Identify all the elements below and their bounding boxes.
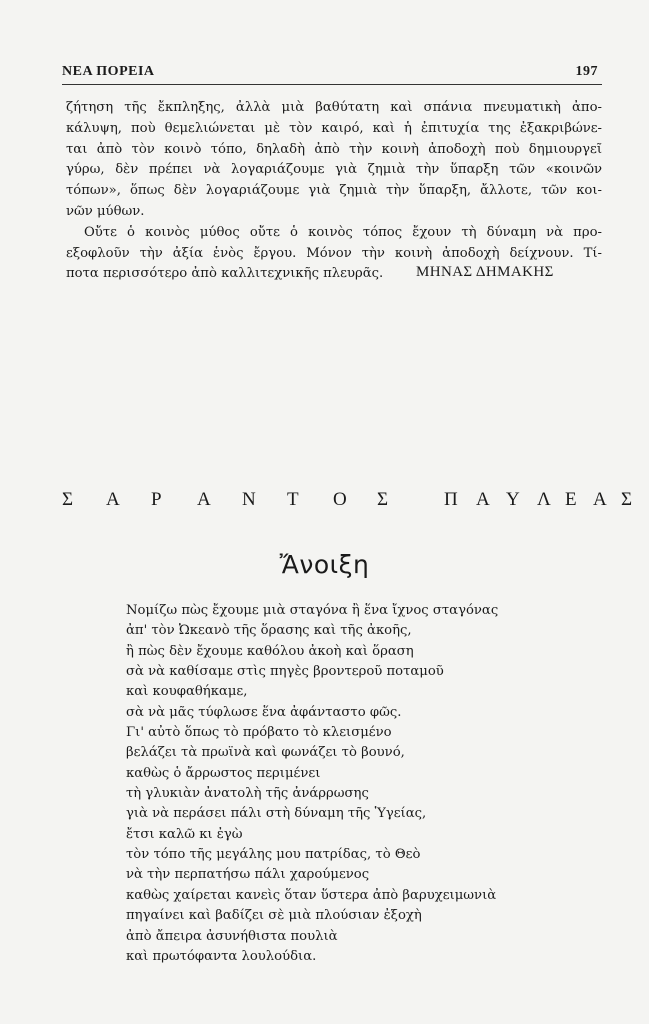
page-number: 197: [575, 64, 598, 79]
essay-line: Οὔτε ὁ κοινὸς μύθος οὔτε ὁ κοινὸς τόπος ἔχουν τὴ δύναμη νὰ προ-: [84, 224, 602, 240]
author-letter: Ο: [333, 489, 347, 510]
poem-line: τὴ γλυκιὰν ἀνατολὴ τῆς ἀνάρρωσης: [126, 786, 369, 802]
poem-line: Γι' αὐτὸ ὅπως τὸ πρόβατο τὸ κλεισμένο: [126, 725, 392, 741]
essay-line: νῶν μύθων.: [66, 203, 145, 219]
poem-author: [62, 489, 633, 513]
essay-signature: ΜΗΝΑΣ ΔΗΜΑΚΗΣ: [416, 264, 554, 280]
poem-line: ἀπὸ ἄπειρα ἀσυνήθιστα πουλιὰ: [126, 928, 338, 944]
poem-line: ἢ πὼς δὲν ἔχουμε καθόλου ἀκοὴ καὶ ὅραση: [126, 643, 414, 659]
running-head: [62, 64, 602, 84]
author-letter: Τ: [287, 489, 299, 510]
poem-line: πηγαίνει καὶ βαδίζει σὲ μιὰ πλούσιαν ἐξοχὴ: [126, 908, 422, 924]
essay-line: ζήτηση τῆς ἔκπληξης, ἀλλὰ μιὰ βαθύτατη καὶ σπάνια πνευματικὴ ἀπο-: [66, 100, 602, 115]
author-letter: Υ: [506, 489, 520, 510]
author-letter: Α: [476, 489, 490, 510]
poem-line: ἀπ' τὸν Ὠκεανὸ τῆς ὅρασης καὶ τῆς ἀκοῆς,: [126, 623, 412, 639]
author-letter: Σ: [62, 489, 74, 510]
header-rule: [62, 84, 602, 85]
author-letter: Π: [444, 489, 458, 510]
author-letter: Ν: [242, 489, 256, 510]
author-letter: Ρ: [151, 489, 162, 510]
essay-line: εξοφλοῦν τὴν ἀξία ἑνὸς ἔργου. Μόνον τὴν κοινὴ ἀποδοχὴ δείχνουν. Τί-: [66, 245, 602, 261]
essay-text: [66, 98, 602, 285]
author-letter: Λ: [537, 489, 551, 510]
essay-line: ται ἀπὸ τὸν κοινὸ τόπο, δηλαδὴ ἀπὸ τὴν κοινὴ ἀποδοχὴ ποὺ δημιουργεῖ: [66, 141, 602, 157]
poem-title: Ἄνοιξη: [279, 550, 370, 579]
poem-line: ἔτσι καλῶ κι ἐγὼ: [126, 826, 243, 842]
author-letter: Α: [197, 489, 211, 510]
essay-line: κάλυψη, ποὺ θεμελιώνεται μὲ τὸν καιρό, καὶ ἡ ἐπιτυχία της ἐξακριβώνε-: [66, 120, 602, 136]
poem-line: σὰ νὰ μᾶς τύφλωσε ἕνα ἀφάνταστο φῶς.: [126, 704, 402, 720]
author-letter: Ε: [565, 489, 577, 510]
poem-line: σὰ νὰ καθίσαμε στὶς πηγὲς βροντεροῦ ποταμοῦ: [126, 664, 444, 680]
essay-line: τόπων», ὅπως δὲν λογαριάζουμε γιὰ ζημιὰ τὴν ὕπαρξη, ἄλλοτε, τῶν κοι-: [66, 183, 602, 199]
author-letter: Α: [593, 489, 607, 510]
author-letter: Σ: [621, 489, 633, 510]
poem-line: νὰ τὴν περπατήσω πάλι χαρούμενος: [126, 867, 370, 883]
poem-line: καὶ πρωτόφαντα λουλούδια.: [126, 948, 317, 964]
essay-line: ποτα περισσότερο ἀπὸ καλλιτεχνικῆς πλευρᾶς.: [66, 266, 384, 282]
journal-title: ΝΕΑ ΠΟΡΕΙΑ: [62, 64, 155, 79]
poem-line: καθὼς χαίρεται κανεὶς ὅταν ὕστερα ἀπὸ βαρυχειμωνιὰ: [126, 887, 497, 903]
poem-text: [126, 601, 596, 967]
poem-line: τὸν τόπο τῆς μεγάλης μου πατρίδας, τὸ Θεὸ: [126, 847, 421, 863]
author-letter: Α: [106, 489, 120, 510]
poem-line: βελάζει τὰ πρωϊνὰ καὶ φωνάζει τὸ βουνό,: [126, 745, 405, 761]
essay-line: γύρω, δὲν πρέπει νὰ λογαριάζουμε γιὰ ζημιὰ τὴν ὕπαρξη τῶν «κοινῶν: [66, 162, 602, 178]
poem-line: καὶ κουφαθήκαμε,: [126, 684, 248, 700]
poem-line: καθὼς ὁ ἄρρωστος περιμένει: [126, 765, 321, 781]
poem-line: Νομίζω πὼς ἔχουμε μιὰ σταγόνα ἢ ἕνα ἴχνος σταγόνας: [126, 603, 499, 618]
poem-line: γιὰ νὰ περάσει πάλι στὴ δύναμη τῆς Ὑγείας,: [126, 806, 427, 822]
author-letter: Σ: [377, 489, 389, 510]
